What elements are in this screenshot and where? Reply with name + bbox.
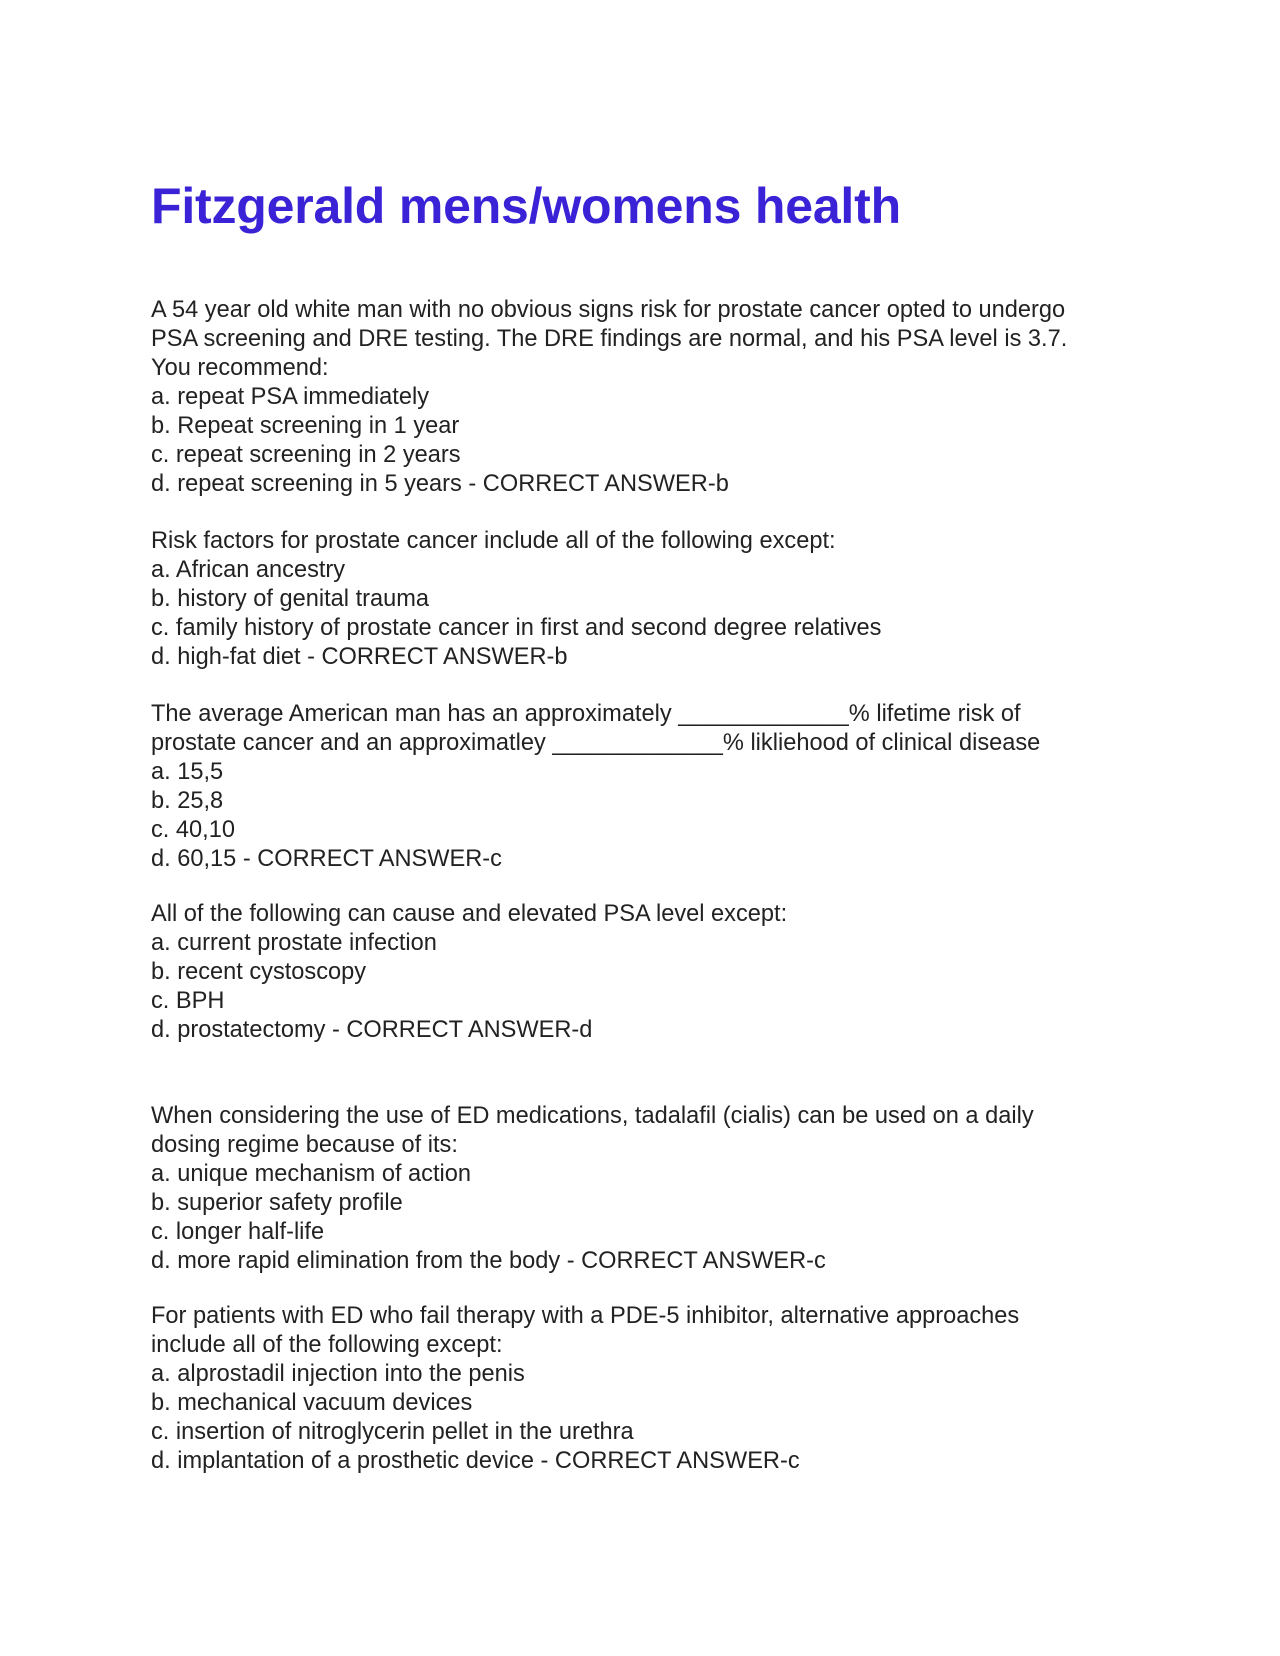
question-block-4 [151, 900, 1151, 1045]
answer-option-c: c. longer half-life [151, 1219, 325, 1245]
question-block-3 [151, 700, 1151, 874]
question-text: Risk factors for prostate cancer include all of the following except: [151, 528, 836, 554]
question-block-1 [151, 296, 1151, 499]
answer-option-c: c. insertion of nitroglycerin pellet in the urethra [151, 1419, 634, 1445]
answer-option-b: b. recent cystoscopy [151, 959, 367, 985]
answer-option-b: b. history of genital trauma [151, 586, 430, 612]
answer-option-b: b. superior safety profile [151, 1190, 403, 1216]
question-text: When considering the use of ED medications, tadalafil (cialis) can be used on a daily [151, 1103, 1034, 1129]
answer-option-c: c. 40,10 [151, 817, 235, 843]
question-text: You recommend: [151, 355, 329, 381]
answer-option-a: a. alprostadil injection into the penis [151, 1361, 525, 1387]
answer-option-d: d. high-fat diet - CORRECT ANSWER-b [151, 644, 568, 670]
question-block-5 [151, 1102, 1151, 1276]
page-title: Fitzgerald mens/womens health [151, 178, 901, 234]
question-text: PSA screening and DRE testing. The DRE findings are normal, and his PSA level is 3.7. [151, 326, 1068, 352]
answer-option-a: a. repeat PSA immediately [151, 384, 430, 410]
question-text: For patients with ED who fail therapy with a PDE-5 inhibitor, alternative approaches [151, 1303, 1020, 1329]
answer-option-a: a. current prostate infection [151, 930, 437, 956]
question-text: The average American man has an approximately _____________% lifetime risk of [151, 701, 1021, 727]
answer-option-b: b. 25,8 [151, 788, 224, 814]
answer-option-d: d. repeat screening in 5 years - CORRECT ANSWER-b [151, 471, 729, 497]
question-text: All of the following can cause and elevated PSA level except: [151, 901, 788, 927]
answer-option-b: b. mechanical vacuum devices [151, 1390, 473, 1416]
answer-option-c: c. family history of prostate cancer in first and second degree relatives [151, 615, 882, 641]
answer-option-c: c. repeat screening in 2 years [151, 442, 461, 468]
answer-option-c: c. BPH [151, 988, 225, 1014]
answer-option-a: a. unique mechanism of action [151, 1161, 472, 1187]
answer-option-a: a. 15,5 [151, 759, 224, 785]
question-text: include all of the following except: [151, 1332, 503, 1358]
answer-option-d: d. 60,15 - CORRECT ANSWER-c [151, 846, 502, 872]
question-block-6 [151, 1302, 1151, 1476]
answer-option-d: d. prostatectomy - CORRECT ANSWER-d [151, 1017, 593, 1043]
answer-option-b: b. Repeat screening in 1 year [151, 413, 460, 439]
answer-option-d: d. more rapid elimination from the body - CORRECT ANSWER-c [151, 1248, 826, 1274]
question-text: A 54 year old white man with no obvious signs risk for prostate cancer opted to undergo [151, 297, 1066, 323]
question-text: dosing regime because of its: [151, 1132, 458, 1158]
question-text: prostate cancer and an approximatley _____________% likliehood of clinical disease [151, 730, 1041, 756]
answer-option-d: d. implantation of a prosthetic device - CORRECT ANSWER-c [151, 1448, 800, 1474]
answer-option-a: a. African ancestry [151, 557, 346, 583]
question-block-2 [151, 527, 1151, 672]
